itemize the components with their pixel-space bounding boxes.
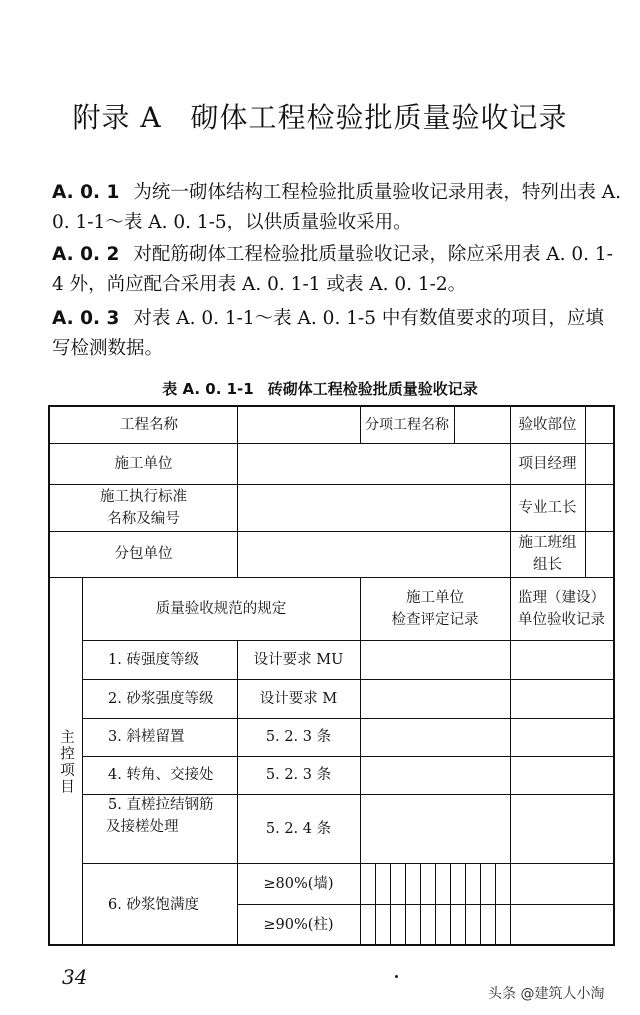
team-leader-line2: 组长 [533, 557, 562, 573]
grid-tick [420, 863, 421, 946]
paragraph-a01 [52, 178, 622, 238]
req-brick-strength: 设计要求 MU [253, 651, 344, 668]
page-number: 34 [62, 965, 88, 989]
item-oblique-joint: 3. 斜槎留置 [108, 729, 185, 745]
subcontractor-label: 分包单位 [114, 546, 173, 562]
sub-project-name-label: 分项工程名称 [365, 417, 449, 433]
inspection-header [360, 577, 510, 640]
grid-tick [450, 863, 451, 946]
table-title: 砖砌体工程检验批质量验收记录 [267, 380, 478, 398]
construction-unit-label: 施工单位 [114, 455, 173, 472]
col-divider [237, 407, 238, 577]
clause-text: 为统一砌体结构工程检验批质量验收记录用表，特列出表 A. 0. 1-1～表 A. 0. 1-5，以供质量验收采用。 [52, 182, 621, 233]
req-oblique-joint: 5. 2. 3 条 [265, 729, 332, 745]
acceptance-record-table [48, 405, 615, 946]
paragraph-a02 [52, 240, 622, 300]
col-divider [585, 407, 586, 577]
spec-header: 质量验收规范的规定 [155, 600, 287, 617]
grid-tick [375, 863, 376, 946]
supervision-header [510, 577, 613, 640]
grid-tick [390, 863, 391, 946]
clause-text: 对表 A. 0. 1-1～表 A. 0. 1-5 中有数值要求的项目，应填写检测数据。 [52, 308, 604, 359]
standard-label [50, 484, 237, 531]
clause-text: 对配筋砌体工程检验批质量验收记录，除应采用表 A. 0. 1-4 外，尚应配合采用表 A. 0. 1-1 或表 A. 0. 1-2。 [52, 244, 613, 295]
col-divider [454, 407, 455, 443]
clause-number: A. 0. 3 [52, 308, 120, 329]
grid-tick [435, 863, 436, 946]
item-tie-bars-line2: 及接槎处理 [106, 819, 179, 835]
appendix-title: 附录 A 砌体工程检验批质量验收记录 [72, 101, 568, 134]
table-number: 表 A. 0. 1-1 [162, 380, 254, 398]
inspection-header-line1: 施工单位 [406, 589, 464, 606]
main-control-items-label: 主控项目 [58, 728, 74, 795]
supervision-header-line1: 监理（建设） [518, 589, 605, 606]
grid-tick [405, 863, 406, 946]
supervision-header-line2: 单位验收记录 [518, 611, 605, 628]
acceptance-part-label: 验收部位 [518, 417, 577, 433]
item-mortar-strength: 2. 砂浆强度等级 [108, 690, 214, 707]
source-watermark: 头条 @建筑人小淘 [488, 986, 605, 1002]
project-name-label: 工程名称 [120, 417, 178, 433]
item-tie-bars-line1: 5. 直槎拉结钢筋 [108, 797, 214, 813]
req-mortar-fullness-wall: ≥80%(墙) [263, 875, 334, 892]
standard-label-line1: 施工执行标准 [100, 488, 187, 505]
item-mortar-fullness: 6. 砂浆饱满度 [108, 896, 199, 913]
project-manager-label: 项目经理 [518, 455, 577, 472]
req-mortar-strength: 设计要求 M [259, 690, 338, 707]
item-brick-strength: 1. 砖强度等级 [108, 651, 199, 668]
team-leader-line1: 施工班组 [518, 535, 577, 551]
req-mortar-fullness-column: ≥90%(柱) [263, 917, 334, 933]
req-tie-bars: 5. 2. 4 条 [265, 820, 332, 837]
foreman-label: 专业工长 [518, 499, 577, 516]
table-caption [0, 378, 640, 399]
clause-number: A. 0. 1 [52, 182, 120, 203]
clause-number: A. 0. 2 [52, 244, 120, 265]
paragraph-a03 [52, 304, 622, 364]
stray-dot [395, 975, 398, 978]
grid-tick [480, 863, 481, 946]
item-tie-bars [82, 794, 237, 863]
grid-tick [495, 863, 496, 946]
team-leader-label [510, 531, 585, 577]
inspection-header-line2: 检查评定记录 [391, 611, 479, 628]
grid-tick [465, 863, 466, 946]
item-corner-junction: 4. 转角、交接处 [108, 767, 214, 783]
req-corner-junction: 5. 2. 3 条 [265, 767, 332, 783]
standard-label-line2: 名称及编号 [107, 510, 180, 527]
